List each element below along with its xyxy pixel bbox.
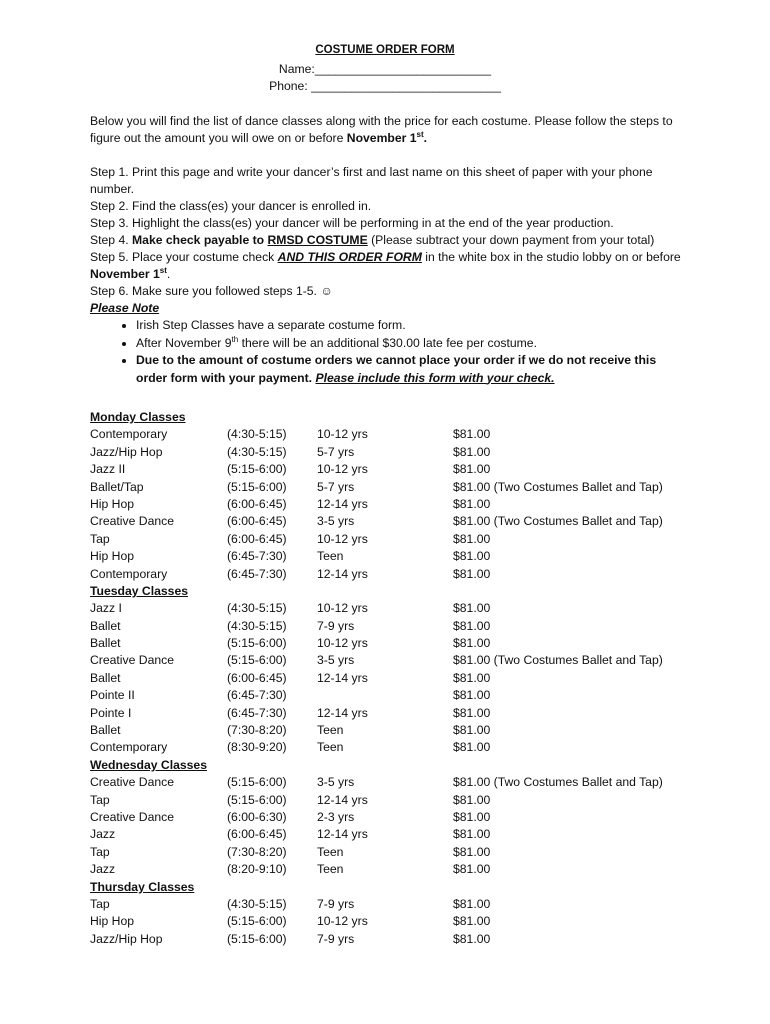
class-time: (5:15-6:00) [227,636,287,651]
class-name: Tap [90,531,110,546]
schedule-row [90,861,730,878]
schedule-day-header [90,583,730,600]
class-age: 10-12 yrs [317,601,368,616]
schedule-row [90,444,730,461]
step-4 [90,232,690,249]
schedule-row [90,635,730,652]
schedule-row [90,809,730,826]
step-4-prefix: Step 4. [90,233,133,247]
class-time: (5:15-6:00) [227,931,287,946]
intro-text: Below you will find the list of dance classes along with the price for each costume. Please follow the steps to figure out the amount you will owe on or before [90,114,673,145]
class-name: Hip Hop [90,914,135,929]
intro-end: . [423,131,428,145]
phone-line [0,79,770,93]
class-schedule [90,409,730,948]
class-age: 12-14 yrs [317,496,368,511]
schedule-row [90,722,730,739]
note-item-2-a: After November 9 [136,335,232,350]
class-time: (5:15-6:00) [227,462,287,477]
class-price: $81.00 [453,636,491,651]
class-time: (6:45-7:30) [227,549,287,564]
class-price: $81.00 [453,705,491,720]
class-time: (4:30-5:15) [227,427,287,442]
class-age: Teen [317,723,344,738]
class-time: (8:20-9:10) [227,862,287,877]
class-time: (6:45-7:30) [227,688,287,703]
class-price: $81.00 [453,809,491,824]
class-price: $81.00 [453,688,491,703]
schedule-row [90,513,730,530]
step-5-date: November 1 [90,267,160,281]
class-name: Tap [90,844,110,859]
class-name: Jazz/Hip Hop [90,931,163,946]
class-name: Jazz [90,827,116,842]
class-time: (4:30-5:15) [227,896,287,911]
step-5-date-sup: st [159,265,167,275]
schedule-row [90,774,730,791]
class-price: $81.00 [453,427,491,442]
note-item-2-sup: th [231,334,239,344]
name-blank: __________________________ [314,62,492,76]
step-6: Step 6. Make sure you followed steps 1-5. ☺ [90,284,333,298]
class-name: Tap [90,792,110,807]
schedule-row [90,792,730,809]
class-age: Teen [317,844,344,859]
note-item-2-b: there will be an additional $30.00 late fee per costume. [238,335,537,350]
class-price: $81.00 [453,844,491,859]
class-price: $81.00 [453,670,491,685]
step-5-emphasis: AND THIS ORDER FORM [277,250,422,264]
class-name: Ballet [90,723,121,738]
schedule-row [90,844,730,861]
schedule-row [90,566,730,583]
class-time: (4:30-5:15) [227,618,287,633]
class-price: $81.00 [453,914,491,929]
class-price: $81.00 [453,444,491,459]
class-price: $81.00 [453,496,491,511]
class-price: $81.00 [453,827,491,842]
class-name: Jazz I [90,601,122,616]
intro-paragraph [90,113,690,147]
note-item-3-a: Due to the amount of costume orders we cannot place your order if we do not receive this order form with your payment. [136,353,657,385]
schedule-row [90,548,730,565]
class-age: Teen [317,862,344,877]
class-name: Jazz/Hip Hop [90,444,163,459]
class-age: 10-12 yrs [317,531,368,546]
class-age: 12-14 yrs [317,705,368,720]
class-age: 12-14 yrs [317,670,368,685]
class-name: Creative Dance [90,775,174,790]
class-price: $81.00 [453,531,491,546]
class-name: Tap [90,896,110,911]
class-name: Contemporary [90,566,168,581]
schedule-row [90,618,730,635]
class-price: $81.00 [453,549,491,564]
class-time: (5:15-6:00) [227,775,287,790]
class-name: Pointe I [90,705,132,720]
class-age: 10-12 yrs [317,462,368,477]
schedule-row [90,479,730,496]
class-name: Pointe II [90,688,135,703]
schedule-row [90,687,730,704]
class-name: Ballet [90,636,121,651]
schedule-row [90,652,730,669]
class-time: (5:15-6:00) [227,792,287,807]
schedule-day-header [90,879,730,896]
step-5-prefix: Step 5. Place your costume check [90,250,278,264]
step-1: Step 1. Print this page and write your dancer’s first and last name on this sheet of paper with your phone number. [90,165,653,196]
step-5 [90,249,690,283]
class-age: Teen [317,549,344,564]
note-heading: Please Note [90,301,160,315]
class-price: $81.00 [453,723,491,738]
class-price: $81.00 [453,618,491,633]
class-age: 3-5 yrs [317,514,355,529]
class-price: $81.00 (Two Costumes Ballet and Tap) [453,514,663,529]
class-age: 10-12 yrs [317,636,368,651]
schedule-row [90,670,730,687]
name-line [0,62,770,76]
phone-label: Phone: [269,79,308,93]
class-name: Jazz II [90,462,126,477]
class-age: 7-9 yrs [317,896,355,911]
class-name: Ballet [90,618,121,633]
class-name: Creative Dance [90,809,174,824]
class-price: $81.00 [453,740,491,755]
class-name: Creative Dance [90,653,174,668]
class-name: Hip Hop [90,549,135,564]
class-time: (6:00-6:30) [227,809,287,824]
schedule-row [90,739,730,756]
step-4-note: (Please subtract your down payment from your total) [367,233,655,247]
schedule-row [90,826,730,843]
class-price: $81.00 [453,566,491,581]
class-time: (6:00-6:45) [227,827,287,842]
class-time: (7:30-8:20) [227,844,287,859]
schedule-row [90,896,730,913]
class-age: 12-14 yrs [317,566,368,581]
class-price: $81.00 [453,931,491,946]
step-4-bold: Make check payable to [132,233,268,247]
class-price: $81.00 (Two Costumes Ballet and Tap) [453,479,663,494]
day-header-label: Wednesday Classes [90,757,207,772]
intro-date: November 1 [346,131,417,145]
class-age: 10-12 yrs [317,427,368,442]
schedule-row [90,913,730,930]
class-name: Contemporary [90,427,168,442]
class-name: Contemporary [90,740,168,755]
step-5-text: in the white box in the studio lobby on or before [421,250,681,264]
note-item-2 [136,335,690,353]
class-age: 12-14 yrs [317,792,368,807]
class-age: 3-5 yrs [317,653,355,668]
class-time: (4:30-5:15) [227,444,287,459]
steps-block [90,164,690,387]
class-time: (4:30-5:15) [227,601,287,616]
class-name: Creative Dance [90,514,174,529]
day-header-label: Thursday Classes [90,879,195,894]
schedule-row [90,705,730,722]
class-time: (6:00-6:45) [227,496,287,511]
class-time: (5:15-6:00) [227,914,287,929]
schedule-row [90,461,730,478]
step-2: Step 2. Find the class(es) your dancer is enrolled in. [90,199,372,213]
class-name: Ballet [90,670,121,685]
step-5-end: . [166,267,171,281]
class-time: (5:15-6:00) [227,653,287,668]
schedule-day-header [90,409,730,426]
class-price: $81.00 [453,792,491,807]
class-price: $81.00 (Two Costumes Ballet and Tap) [453,653,663,668]
class-price: $81.00 (Two Costumes Ballet and Tap) [453,775,663,790]
class-time: (7:30-8:20) [227,723,287,738]
class-name: Hip Hop [90,496,135,511]
class-time: (6:00-6:45) [227,670,287,685]
class-age: Teen [317,740,344,755]
phone-blank: ____________________________ [311,79,501,93]
intro-date-sup: st [416,129,424,139]
note-list [90,317,690,387]
note-item-1: • Irish Step Classes have a separate costume form. [136,317,690,335]
class-age: 3-5 yrs [317,775,355,790]
class-name: Jazz [90,862,116,877]
class-price: $81.00 [453,462,491,477]
schedule-row [90,931,730,948]
note-item-3 [136,352,690,387]
step-4-payee: RMSD COSTUME [267,233,368,247]
step-3: Step 3. Highlight the class(es) your dancer will be performing in at the end of the year production. [90,216,614,230]
class-age: 2-3 yrs [317,809,355,824]
class-age: 12-14 yrs [317,827,368,842]
class-time: (8:30-9:20) [227,740,287,755]
schedule-row [90,531,730,548]
note-item-3-b: Please include this form with your check. [315,370,555,385]
schedule-row [90,600,730,617]
class-price: $81.00 [453,601,491,616]
schedule-row [90,496,730,513]
class-age: 5-7 yrs [317,479,355,494]
class-time: (6:00-6:45) [227,514,287,529]
class-time: (5:15-6:00) [227,479,287,494]
class-age: 7-9 yrs [317,618,355,633]
class-time: (6:45-7:30) [227,705,287,720]
class-age: 10-12 yrs [317,914,368,929]
name-label: Name: [278,62,315,76]
schedule-day-header [90,757,730,774]
day-header-label: Tuesday Classes [90,583,189,598]
class-age: 7-9 yrs [317,931,355,946]
class-time: (6:00-6:45) [227,531,287,546]
class-name: Ballet/Tap [90,479,144,494]
class-price: $81.00 [453,896,491,911]
day-header-label: Monday Classes [90,410,186,424]
class-time: (6:45-7:30) [227,566,287,581]
form-title: COSTUME ORDER FORM [315,44,455,56]
class-price: $81.00 [453,862,491,877]
schedule-row [90,426,730,443]
class-age: 5-7 yrs [317,444,355,459]
